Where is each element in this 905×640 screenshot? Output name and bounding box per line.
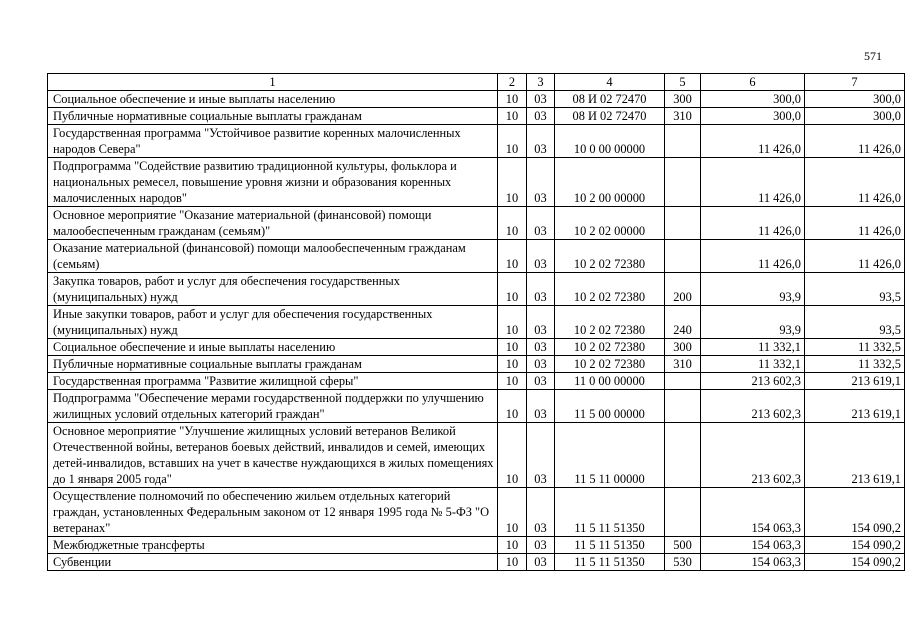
header-col-3: 3 xyxy=(527,74,555,91)
cell-name: Осуществление полномочий по обеспечению жильем отдельных категорий граждан, установленных Федеральным законом от 12 января 1995 года № 5-ФЗ "О ветеранах" xyxy=(48,488,498,537)
cell-name: Социальное обеспечение и иные выплаты населению xyxy=(48,91,498,108)
cell-name: Государственная программа "Устойчивое развитие коренных малочисленных народов Севера" xyxy=(48,125,498,158)
table-row xyxy=(48,554,905,571)
cell-name: Подпрограмма "Обеспечение мерами государственной поддержки по улучшению жилищных условий отдельных категорий граждан" xyxy=(48,390,498,423)
cell-subsection: 03 xyxy=(527,158,555,207)
cell-amount-1: 300,0 xyxy=(701,108,805,125)
cell-expense-type xyxy=(665,207,701,240)
cell-amount-2: 11 426,0 xyxy=(805,158,905,207)
cell-target-article: 10 2 02 72380 xyxy=(555,339,665,356)
cell-amount-1: 93,9 xyxy=(701,306,805,339)
cell-amount-2: 11 332,5 xyxy=(805,339,905,356)
budget-table xyxy=(47,73,905,571)
cell-expense-type: 310 xyxy=(665,108,701,125)
cell-amount-1: 11 426,0 xyxy=(701,240,805,273)
cell-section: 10 xyxy=(498,207,527,240)
cell-amount-2: 11 332,5 xyxy=(805,356,905,373)
header-col-7: 7 xyxy=(805,74,905,91)
table-row xyxy=(48,158,905,207)
table-row xyxy=(48,537,905,554)
table-header-row xyxy=(48,74,905,91)
cell-subsection: 03 xyxy=(527,390,555,423)
cell-expense-type: 310 xyxy=(665,356,701,373)
cell-amount-1: 11 426,0 xyxy=(701,125,805,158)
cell-expense-type: 300 xyxy=(665,91,701,108)
cell-expense-type: 240 xyxy=(665,306,701,339)
cell-expense-type xyxy=(665,125,701,158)
cell-subsection: 03 xyxy=(527,306,555,339)
table-row xyxy=(48,240,905,273)
cell-subsection: 03 xyxy=(527,356,555,373)
cell-subsection: 03 xyxy=(527,373,555,390)
cell-section: 10 xyxy=(498,390,527,423)
table-row xyxy=(48,273,905,306)
table-row xyxy=(48,339,905,356)
cell-name: Подпрограмма "Содействие развитию традиционной культуры, фольклора и национальных ремесел, повышение уровня жизни и образования коренных малочисленных народов" xyxy=(48,158,498,207)
cell-section: 10 xyxy=(498,91,527,108)
cell-target-article: 11 5 11 51350 xyxy=(555,554,665,571)
table-row xyxy=(48,390,905,423)
cell-amount-1: 154 063,3 xyxy=(701,537,805,554)
cell-name: Межбюджетные трансферты xyxy=(48,537,498,554)
cell-subsection: 03 xyxy=(527,423,555,488)
cell-amount-2: 11 426,0 xyxy=(805,125,905,158)
cell-target-article: 11 5 11 51350 xyxy=(555,488,665,537)
cell-subsection: 03 xyxy=(527,125,555,158)
cell-amount-1: 11 332,1 xyxy=(701,339,805,356)
cell-amount-2: 93,5 xyxy=(805,273,905,306)
cell-section: 10 xyxy=(498,339,527,356)
cell-subsection: 03 xyxy=(527,273,555,306)
table-row xyxy=(48,373,905,390)
cell-target-article: 08 И 02 72470 xyxy=(555,91,665,108)
cell-section: 10 xyxy=(498,125,527,158)
cell-name: Социальное обеспечение и иные выплаты населению xyxy=(48,339,498,356)
cell-section: 10 xyxy=(498,158,527,207)
cell-amount-1: 93,9 xyxy=(701,273,805,306)
cell-amount-1: 11 426,0 xyxy=(701,158,805,207)
cell-expense-type xyxy=(665,373,701,390)
cell-target-article: 10 2 02 72380 xyxy=(555,273,665,306)
cell-subsection: 03 xyxy=(527,207,555,240)
cell-expense-type xyxy=(665,488,701,537)
cell-amount-1: 213 602,3 xyxy=(701,423,805,488)
cell-name: Субвенции xyxy=(48,554,498,571)
cell-subsection: 03 xyxy=(527,108,555,125)
cell-name: Оказание материальной (финансовой) помощи малообеспеченным гражданам (семьям) xyxy=(48,240,498,273)
cell-subsection: 03 xyxy=(527,554,555,571)
header-col-2: 2 xyxy=(498,74,527,91)
cell-expense-type xyxy=(665,423,701,488)
cell-expense-type xyxy=(665,158,701,207)
cell-amount-2: 300,0 xyxy=(805,91,905,108)
table-row xyxy=(48,488,905,537)
table-row xyxy=(48,91,905,108)
cell-expense-type xyxy=(665,390,701,423)
cell-expense-type: 530 xyxy=(665,554,701,571)
table-body xyxy=(48,91,905,571)
cell-amount-2: 154 090,2 xyxy=(805,554,905,571)
cell-amount-1: 300,0 xyxy=(701,91,805,108)
cell-amount-2: 300,0 xyxy=(805,108,905,125)
cell-name: Основное мероприятие "Улучшение жилищных условий ветеранов Великой Отечественной войны, ветеранов боевых действий, инвалидов и семей, имеющих детей-инвалидов, вставших на учет в качестве нуждающихся в жилых помещениях до 1 января 2005 года" xyxy=(48,423,498,488)
cell-section: 10 xyxy=(498,273,527,306)
cell-expense-type: 300 xyxy=(665,339,701,356)
table-row xyxy=(48,207,905,240)
table-row xyxy=(48,306,905,339)
cell-subsection: 03 xyxy=(527,537,555,554)
cell-amount-2: 154 090,2 xyxy=(805,537,905,554)
cell-target-article: 11 5 00 00000 xyxy=(555,390,665,423)
cell-expense-type: 200 xyxy=(665,273,701,306)
cell-amount-2: 213 619,1 xyxy=(805,373,905,390)
header-col-4: 4 xyxy=(555,74,665,91)
cell-section: 10 xyxy=(498,108,527,125)
cell-amount-1: 213 602,3 xyxy=(701,390,805,423)
cell-target-article: 10 2 00 00000 xyxy=(555,158,665,207)
cell-subsection: 03 xyxy=(527,488,555,537)
cell-amount-1: 11 426,0 xyxy=(701,207,805,240)
cell-section: 10 xyxy=(498,306,527,339)
cell-amount-2: 11 426,0 xyxy=(805,240,905,273)
cell-name: Публичные нормативные социальные выплаты гражданам xyxy=(48,108,498,125)
cell-name: Основное мероприятие "Оказание материальной (финансовой) помощи малообеспеченным гражданам (семьям)" xyxy=(48,207,498,240)
cell-amount-2: 11 426,0 xyxy=(805,207,905,240)
cell-section: 10 xyxy=(498,240,527,273)
cell-target-article: 11 5 11 51350 xyxy=(555,537,665,554)
header-col-1: 1 xyxy=(48,74,498,91)
cell-amount-1: 154 063,3 xyxy=(701,488,805,537)
cell-expense-type xyxy=(665,240,701,273)
cell-section: 10 xyxy=(498,423,527,488)
cell-amount-1: 11 332,1 xyxy=(701,356,805,373)
cell-target-article: 11 0 00 00000 xyxy=(555,373,665,390)
page-number: 571 xyxy=(864,49,882,63)
cell-section: 10 xyxy=(498,373,527,390)
cell-target-article: 10 0 00 00000 xyxy=(555,125,665,158)
cell-target-article: 10 2 02 72380 xyxy=(555,240,665,273)
cell-section: 10 xyxy=(498,554,527,571)
cell-name: Иные закупки товаров, работ и услуг для обеспечения государственных (муниципальных) нужд xyxy=(48,306,498,339)
cell-amount-2: 154 090,2 xyxy=(805,488,905,537)
cell-target-article: 10 2 02 72380 xyxy=(555,306,665,339)
header-col-5: 5 xyxy=(665,74,701,91)
cell-amount-1: 154 063,3 xyxy=(701,554,805,571)
cell-target-article: 10 2 02 00000 xyxy=(555,207,665,240)
table-row xyxy=(48,108,905,125)
cell-subsection: 03 xyxy=(527,339,555,356)
cell-subsection: 03 xyxy=(527,240,555,273)
cell-amount-2: 93,5 xyxy=(805,306,905,339)
cell-subsection: 03 xyxy=(527,91,555,108)
cell-section: 10 xyxy=(498,356,527,373)
cell-target-article: 10 2 02 72380 xyxy=(555,356,665,373)
table-row xyxy=(48,423,905,488)
cell-amount-2: 213 619,1 xyxy=(805,390,905,423)
cell-expense-type: 500 xyxy=(665,537,701,554)
header-col-6: 6 xyxy=(701,74,805,91)
cell-target-article: 08 И 02 72470 xyxy=(555,108,665,125)
cell-section: 10 xyxy=(498,488,527,537)
cell-amount-2: 213 619,1 xyxy=(805,423,905,488)
cell-name: Государственная программа "Развитие жилищной сферы" xyxy=(48,373,498,390)
table-row xyxy=(48,125,905,158)
cell-name: Публичные нормативные социальные выплаты гражданам xyxy=(48,356,498,373)
cell-section: 10 xyxy=(498,537,527,554)
cell-amount-1: 213 602,3 xyxy=(701,373,805,390)
cell-target-article: 11 5 11 00000 xyxy=(555,423,665,488)
table-row xyxy=(48,356,905,373)
cell-name: Закупка товаров, работ и услуг для обеспечения государственных (муниципальных) нужд xyxy=(48,273,498,306)
